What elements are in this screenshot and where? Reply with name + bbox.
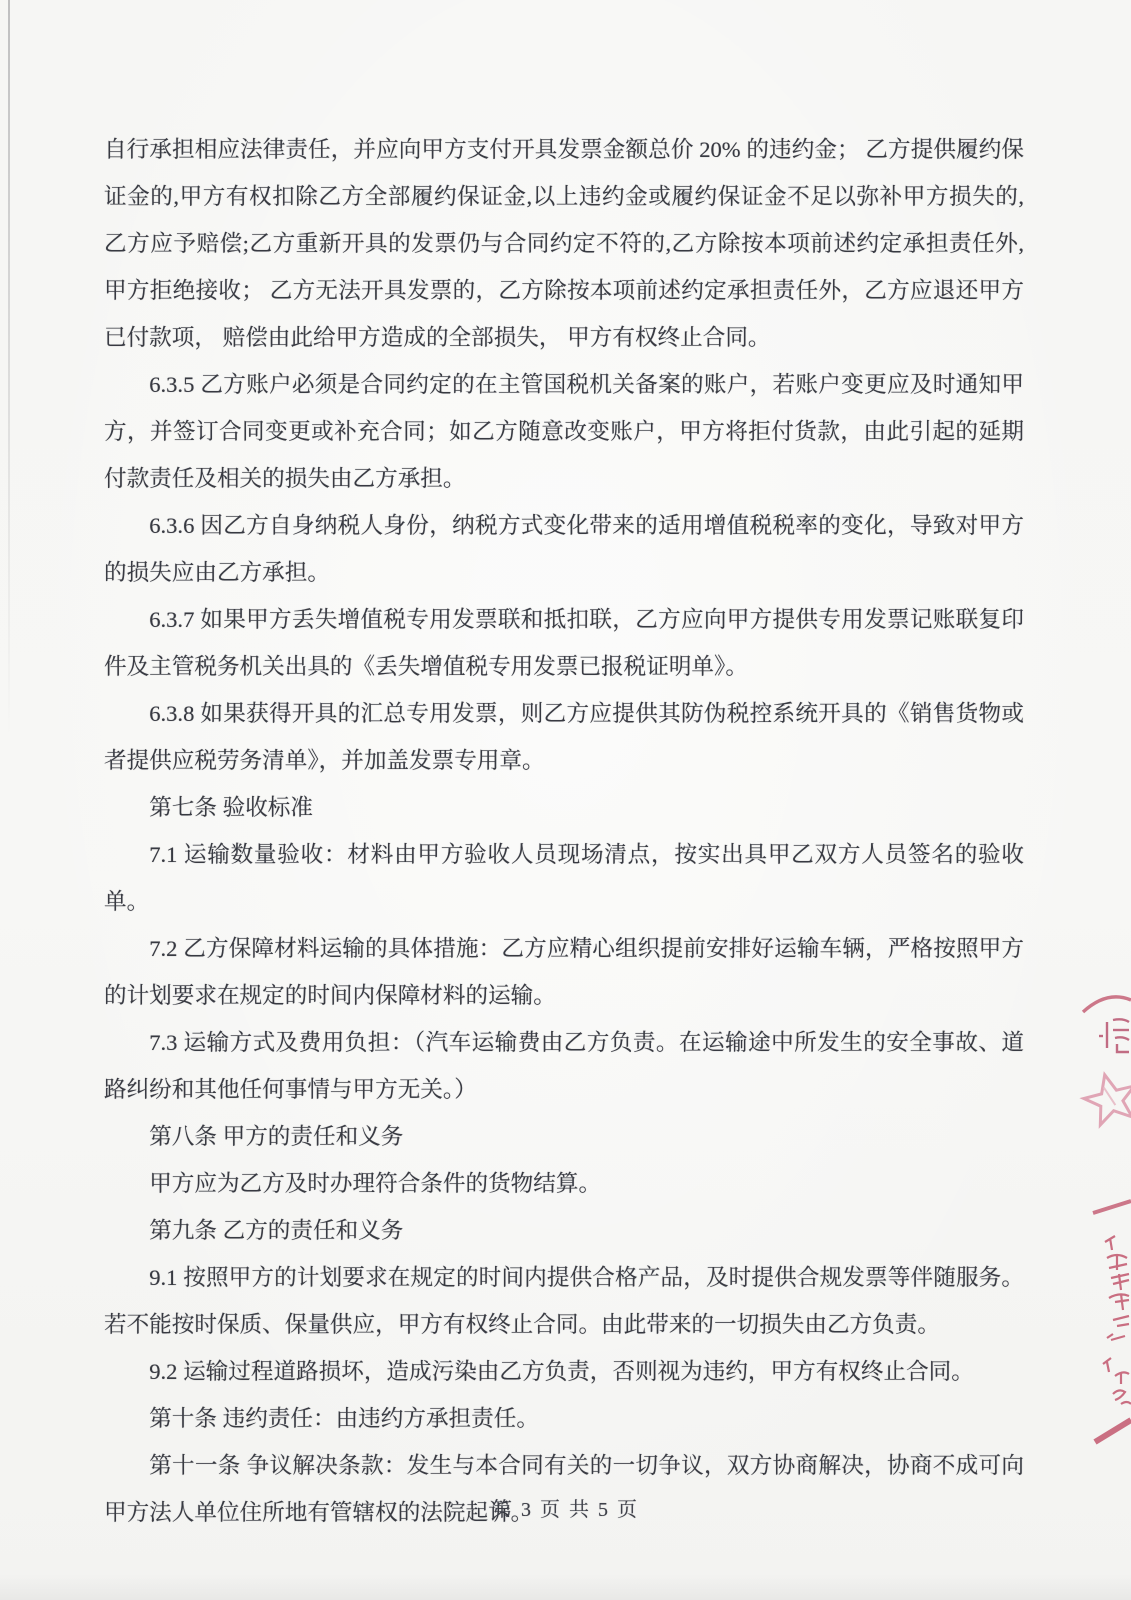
clause-7-3: 7.3 运输方式及费用负担：（汽车运输费由乙方负责。在运输途中所发生的安全事故、道路纠纷和其他任何事情与甲方无关。） bbox=[104, 1030, 1024, 1102]
article-8-heading: 第八条 甲方的责任和义务 bbox=[149, 1124, 404, 1149]
scan-bottom-edge-artifact bbox=[0, 1574, 1131, 1600]
clause-8-body: 甲方应为乙方及时办理符合条件的货物结算。 bbox=[149, 1171, 602, 1196]
page-number: 第 3 页 共 5 页 bbox=[492, 1499, 639, 1521]
red-seal-fragment-icon bbox=[1077, 980, 1131, 1455]
clause-7-1: 7.1 运输数量验收：材料由甲方验收人员现场清点，按实出具甲乙双方人员签名的验收单。 bbox=[104, 842, 1024, 914]
scan-left-edge-artifact bbox=[8, 0, 10, 736]
clause-9-2: 9.2 运输过程道路损坏，造成污染由乙方负责，否则视为违约，甲方有权终止合同。 bbox=[149, 1359, 974, 1384]
clause-9-1: 9.1 按照甲方的计划要求在规定的时间内提供合格产品，及时提供合规发票等伴随服务。若不能按时保质、保量供应，甲方有权终止合同。由此带来的一切损失由乙方负责。 bbox=[104, 1265, 1024, 1337]
clause-6-3-8: 6.3.8 如果获得开具的汇总专用发票，则乙方应提供其防伪税控系统开具的《销售货物或者提供应税劳务清单》，并加盖发票专用章。 bbox=[104, 701, 1024, 773]
article-9-heading: 第九条 乙方的责任和义务 bbox=[149, 1218, 404, 1243]
clause-7-2: 7.2 乙方保障材料运输的具体措施：乙方应精心组织提前安排好运输车辆，严格按照甲方的计划要求在规定的时间内保障材料的运输。 bbox=[104, 936, 1024, 1008]
paragraph-continuation: 自行承担相应法律责任，并应向甲方支付开具发票金额总价 20% 的违约金； 乙方提供履约保证金的,甲方有权扣除乙方全部履约保证金,以上违约金或履约保证金不足以弥补甲方损失的,乙方应予赔偿;乙方重新开具的发票仍与合同约定不符的,乙方除按本项前述约定承担责任外,甲方拒绝接收； 乙方无法开具发票的，乙方除按本项前述约定承担责任外，乙方应退还甲方已付款项， 赔偿由此给甲方造成的全部损失， 甲方有权终止合同。 bbox=[104, 137, 1024, 350]
clause-6-3-6: 6.3.6 因乙方自身纳税人身份，纳税方式变化带来的适用增值税税率的变化，导致对甲方的损失应由乙方承担。 bbox=[104, 513, 1024, 585]
contract-body bbox=[104, 126, 1024, 1536]
clause-6-3-5: 6.3.5 乙方账户必须是合同约定的在主管国税机关备案的账户，若账户变更应及时通知甲方，并签订合同变更或补充合同；如乙方随意改变账户，甲方将拒付货款，由此引起的延期付款责任及相关的损失由乙方承担。 bbox=[104, 372, 1024, 491]
clause-6-3-7: 6.3.7 如果甲方丢失增值税专用发票联和抵扣联，乙方应向甲方提供专用发票记账联复印件及主管税务机关出具的《丢失增值税专用发票已报税证明单》。 bbox=[104, 607, 1024, 679]
article-7-heading: 第七条 验收标准 bbox=[149, 795, 313, 820]
article-11-heading: 第十一条 争议解决条款：发生与本合同有关的一切争议，双方协商解决，协商不成可向甲方法人单位住所地有管辖权的法院起诉。 bbox=[104, 1453, 1024, 1525]
article-10-heading: 第十条 违约责任：由违约方承担责任。 bbox=[149, 1406, 539, 1431]
